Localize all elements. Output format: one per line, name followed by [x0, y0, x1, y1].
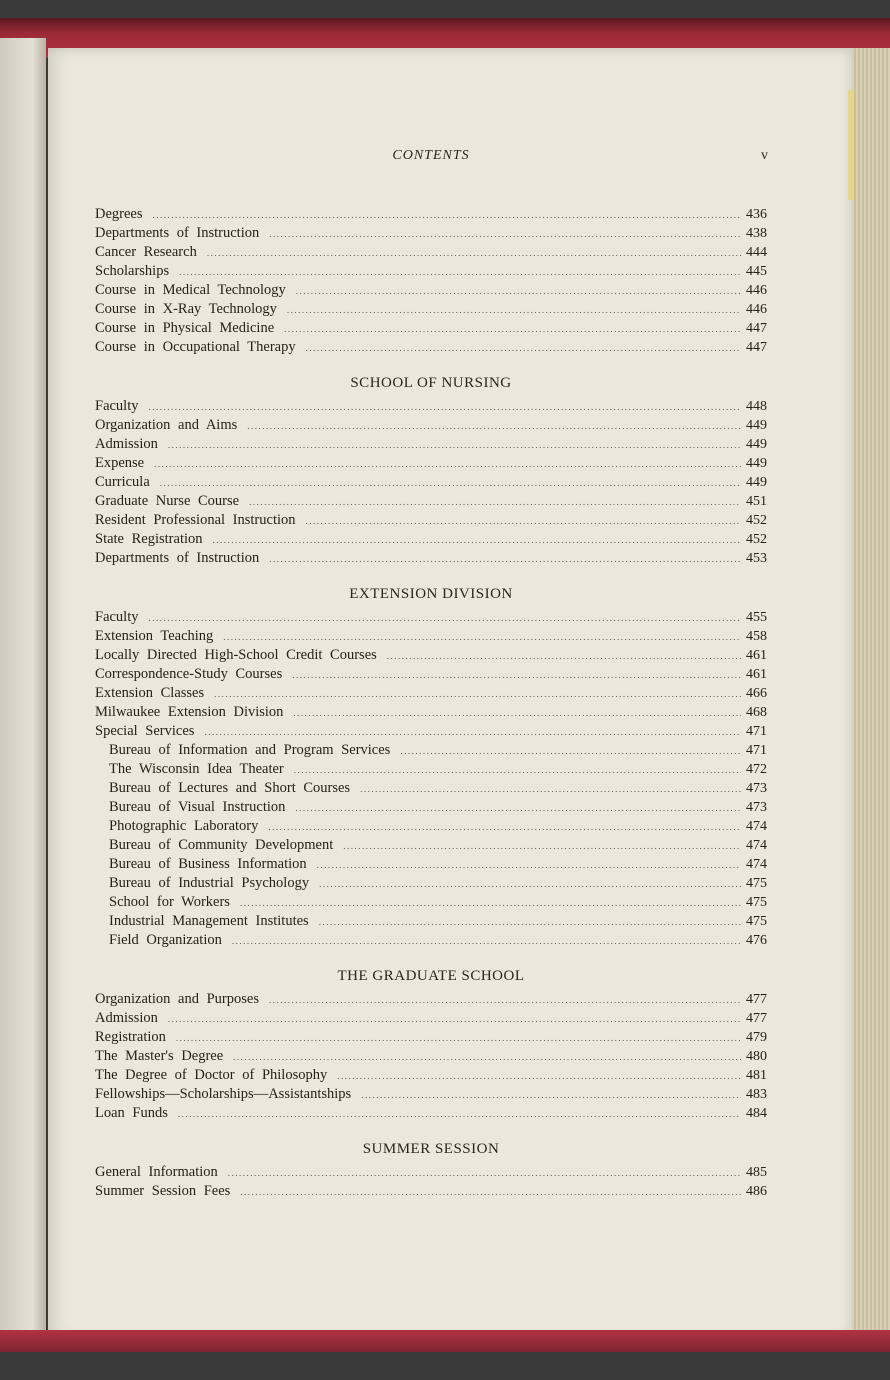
- toc-entry: [95, 281, 767, 300]
- running-head: [48, 148, 854, 168]
- entry-label: Milwaukee Extension Division: [95, 704, 284, 720]
- toc-entry: [95, 722, 767, 741]
- entry-page-number: 447: [746, 321, 767, 336]
- toc-entry: [95, 319, 767, 338]
- entry-page-number: 466: [746, 686, 767, 701]
- entry-label: Departments of Instruction: [95, 550, 260, 566]
- toc-entry: [95, 243, 767, 262]
- toc-entry: [95, 1047, 767, 1066]
- toc-entry: [95, 511, 767, 530]
- entry-label: Extension Teaching: [95, 628, 214, 644]
- dot-leader: [269, 991, 741, 1010]
- toc-entry: [95, 684, 767, 703]
- entry-page-number: 448: [746, 399, 767, 414]
- entry-label: Locally Directed High-School Credit Courses: [95, 647, 377, 663]
- entry-page-number: 479: [746, 1030, 767, 1045]
- entry-label: Industrial Management Institutes: [109, 913, 309, 929]
- toc-subentry: [95, 741, 767, 760]
- dot-leader: [207, 244, 741, 263]
- entry-page-number: 449: [746, 456, 767, 471]
- dot-leader: [213, 531, 742, 550]
- entry-page-number: 471: [746, 743, 767, 758]
- dot-leader: [284, 320, 741, 339]
- entry-label: School for Workers: [109, 894, 230, 910]
- dot-leader: [223, 628, 741, 647]
- entry-page-number: 449: [746, 437, 767, 452]
- dot-leader: [269, 225, 741, 244]
- toc-subentry: [95, 798, 767, 817]
- entry-page-number: 475: [746, 895, 767, 910]
- dot-leader: [228, 1164, 741, 1183]
- dot-leader: [361, 1086, 741, 1105]
- dot-leader: [306, 512, 741, 531]
- entry-page-number: 471: [746, 724, 767, 739]
- dot-leader: [247, 417, 741, 436]
- dot-leader: [268, 818, 741, 837]
- entry-label: Expense: [95, 455, 145, 471]
- dot-leader: [317, 856, 741, 875]
- entry-label: Organization and Purposes: [95, 991, 259, 1007]
- toc-entry: [95, 1104, 767, 1123]
- entry-label: Admission: [95, 436, 158, 452]
- entry-label: Bureau of Community Development: [109, 837, 334, 853]
- section-heading: SUMMER SESSION: [362, 1141, 500, 1157]
- entry-label: Registration: [95, 1029, 166, 1045]
- dot-leader: [240, 894, 741, 913]
- entry-page-number: 481: [746, 1068, 767, 1083]
- dot-leader: [232, 932, 741, 951]
- dot-leader: [149, 398, 742, 417]
- page-number: v: [761, 148, 768, 163]
- toc-entry: [95, 1085, 767, 1104]
- entry-page-number: 484: [746, 1106, 767, 1121]
- toc-entry: [95, 224, 767, 243]
- entry-label: General Information: [95, 1164, 218, 1180]
- toc-entry: [95, 454, 767, 473]
- toc-entry: [95, 435, 767, 454]
- book-cover-bottom: [0, 1330, 890, 1352]
- toc-subentry: [95, 931, 767, 950]
- entry-page-number: 473: [746, 781, 767, 796]
- entry-label: Scholarships: [95, 263, 170, 279]
- dot-leader: [149, 609, 742, 628]
- section-heading: THE GRADUATE SCHOOL: [337, 968, 525, 984]
- toc-section: [95, 367, 767, 568]
- toc-subentry: [95, 874, 767, 893]
- toc-section: [95, 578, 767, 950]
- dot-leader: [179, 263, 741, 282]
- entry-label: Graduate Nurse Course: [95, 493, 240, 509]
- entry-label: Departments of Instruction: [95, 225, 260, 241]
- dot-leader: [306, 339, 741, 358]
- toc-subentry: [95, 779, 767, 798]
- entry-page-number: 485: [746, 1165, 767, 1180]
- toc-section: [95, 1133, 767, 1201]
- dot-leader: [204, 723, 741, 742]
- dot-leader: [337, 1067, 741, 1086]
- dot-leader: [294, 761, 741, 780]
- entry-page-number: 452: [746, 532, 767, 547]
- entry-page-number: 451: [746, 494, 767, 509]
- toc-entry: [95, 397, 767, 416]
- entry-label: Curricula: [95, 474, 150, 490]
- toc-section: [95, 960, 767, 1123]
- dot-leader: [168, 1010, 741, 1029]
- entry-page-number: 474: [746, 838, 767, 853]
- toc-entry: [95, 530, 767, 549]
- toc-subentry: [95, 760, 767, 779]
- dot-leader: [293, 704, 741, 723]
- entry-page-number: 468: [746, 705, 767, 720]
- toc-entry: [95, 990, 767, 1009]
- section-heading: EXTENSION DIVISION: [349, 586, 513, 602]
- toc-entry: [95, 338, 767, 357]
- dot-leader: [295, 799, 741, 818]
- dot-leader: [176, 1029, 741, 1048]
- entry-page-number: 474: [746, 857, 767, 872]
- entry-page-number: 475: [746, 914, 767, 929]
- entry-label: Special Services: [95, 723, 195, 739]
- entry-page-number: 444: [746, 245, 767, 260]
- entry-label: Course in Occupational Therapy: [95, 339, 296, 355]
- dot-leader: [233, 1048, 741, 1067]
- entry-page-number: 446: [746, 302, 767, 317]
- entry-page-number: 486: [746, 1184, 767, 1199]
- entry-page-number: 472: [746, 762, 767, 777]
- entry-label: Bureau of Visual Instruction: [109, 799, 286, 815]
- entry-page-number: 477: [746, 992, 767, 1007]
- entry-label: Bureau of Industrial Psychology: [109, 875, 310, 891]
- entry-label: Admission: [95, 1010, 158, 1026]
- entry-label: Organization and Aims: [95, 417, 238, 433]
- entry-page-number: 461: [746, 667, 767, 682]
- entry-page-number: 455: [746, 610, 767, 625]
- toc-entry: [95, 492, 767, 511]
- entry-label: Resident Professional Instruction: [95, 512, 296, 528]
- toc-entry: [95, 627, 767, 646]
- toc-entry: [95, 300, 767, 319]
- dot-leader: [269, 550, 741, 569]
- entry-page-number: 480: [746, 1049, 767, 1064]
- entry-page-number: 445: [746, 264, 767, 279]
- entry-label: Fellowships—Scholarships—Assistantships: [95, 1086, 352, 1102]
- toc-subentry: [95, 855, 767, 874]
- toc-entry: [95, 1066, 767, 1085]
- toc-section: [95, 205, 767, 357]
- toc-subentry: [95, 912, 767, 931]
- dot-leader: [154, 455, 741, 474]
- dot-leader: [249, 493, 741, 512]
- facing-page-edge: [0, 38, 46, 1350]
- entry-label: The Degree of Doctor of Philosophy: [95, 1067, 328, 1083]
- dot-leader: [214, 685, 741, 704]
- entry-label: Photographic Laboratory: [109, 818, 259, 834]
- dot-leader: [160, 474, 741, 493]
- entry-label: Faculty: [95, 398, 139, 414]
- entry-page-number: 461: [746, 648, 767, 663]
- dot-leader: [153, 206, 741, 225]
- toc-entry: [95, 665, 767, 684]
- dot-leader: [240, 1183, 741, 1202]
- entry-label: Bureau of Business Information: [109, 856, 307, 872]
- dot-leader: [296, 282, 741, 301]
- entry-page-number: 483: [746, 1087, 767, 1102]
- toc-entry: [95, 549, 767, 568]
- toc-entry: [95, 1163, 767, 1182]
- table-of-contents: [95, 205, 767, 1201]
- toc-entry: [95, 1182, 767, 1201]
- dot-leader: [343, 837, 741, 856]
- entry-page-number: 438: [746, 226, 767, 241]
- toc-entry: [95, 608, 767, 627]
- dot-leader: [287, 301, 741, 320]
- toc-entry: [95, 703, 767, 722]
- toc-entry: [95, 646, 767, 665]
- entry-label: Field Organization: [109, 932, 222, 948]
- entry-page-number: 476: [746, 933, 767, 948]
- entry-label: Faculty: [95, 609, 139, 625]
- entry-label: Summer Session Fees: [95, 1183, 231, 1199]
- toc-subentry: [95, 817, 767, 836]
- entry-page-number: 473: [746, 800, 767, 815]
- entry-label: Extension Classes: [95, 685, 205, 701]
- dot-leader: [400, 742, 741, 761]
- entry-label: Course in X-Ray Technology: [95, 301, 277, 317]
- dot-leader: [319, 875, 741, 894]
- dot-leader: [360, 780, 741, 799]
- dot-leader: [168, 436, 741, 455]
- entry-page-number: 477: [746, 1011, 767, 1026]
- toc-entry: [95, 473, 767, 492]
- dot-leader: [292, 666, 741, 685]
- dot-leader: [178, 1105, 741, 1124]
- toc-subentry: [95, 893, 767, 912]
- running-title: CONTENTS: [392, 148, 470, 163]
- entry-page-number: 436: [746, 207, 767, 222]
- entry-page-number: 475: [746, 876, 767, 891]
- entry-label: The Wisconsin Idea Theater: [109, 761, 284, 777]
- entry-page-number: 449: [746, 418, 767, 433]
- dot-leader: [319, 913, 741, 932]
- entry-label: Cancer Research: [95, 244, 197, 260]
- toc-entry: [95, 1028, 767, 1047]
- entry-label: State Registration: [95, 531, 203, 547]
- page-tab-marker: [848, 90, 854, 200]
- toc-entry: [95, 205, 767, 224]
- toc-subentry: [95, 836, 767, 855]
- entry-page-number: 458: [746, 629, 767, 644]
- toc-entry: [95, 1009, 767, 1028]
- entry-label: Course in Physical Medicine: [95, 320, 275, 336]
- entry-label: Course in Medical Technology: [95, 282, 286, 298]
- entry-page-number: 447: [746, 340, 767, 355]
- toc-entry: [95, 416, 767, 435]
- entry-label: Bureau of Information and Program Services: [109, 742, 391, 758]
- page-stack-edge: [852, 48, 890, 1338]
- dot-leader: [387, 647, 741, 666]
- entry-page-number: 453: [746, 551, 767, 566]
- entry-label: Degrees: [95, 206, 143, 222]
- toc-entry: [95, 262, 767, 281]
- entry-label: The Master's Degree: [95, 1048, 224, 1064]
- entry-page-number: 452: [746, 513, 767, 528]
- section-heading: SCHOOL OF NURSING: [350, 375, 512, 391]
- entry-page-number: 446: [746, 283, 767, 298]
- entry-label: Bureau of Lectures and Short Courses: [109, 780, 351, 796]
- entry-label: Correspondence-Study Courses: [95, 666, 283, 682]
- entry-page-number: 449: [746, 475, 767, 490]
- entry-label: Loan Funds: [95, 1105, 168, 1121]
- entry-page-number: 474: [746, 819, 767, 834]
